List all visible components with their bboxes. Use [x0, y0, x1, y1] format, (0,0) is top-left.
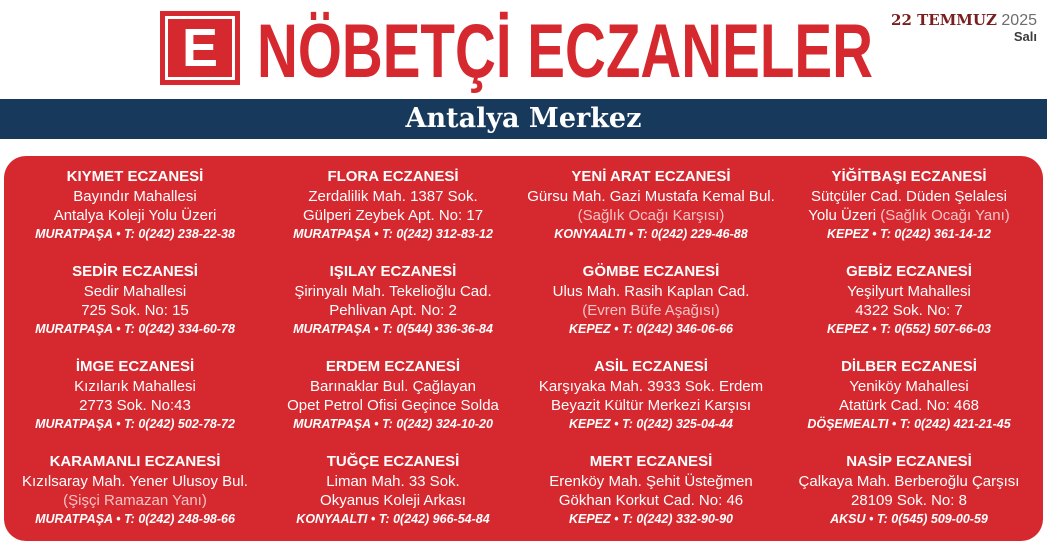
address-line [780, 472, 1038, 491]
pharmacy-card [264, 452, 522, 541]
separator-dot: • [614, 322, 619, 336]
pharmacy-name-row [780, 167, 1038, 187]
contact-line-content [827, 225, 991, 243]
phone-prefix: T: [880, 322, 891, 336]
pharmacy-name-row [522, 167, 780, 187]
address-line-content [310, 377, 476, 396]
pharmacy-name-row [6, 167, 264, 187]
pharmacy-name-row [780, 262, 1038, 282]
separator-dot: • [614, 512, 619, 526]
address-text: Sedir Mahallesi [83, 283, 187, 300]
address-line [522, 187, 780, 206]
pharmacy-name: İMGE ECZANESİ [75, 358, 195, 375]
address-text: Yolu Üzeri [808, 207, 877, 224]
address-text: Liman Mah. 33 Sok. [326, 473, 460, 490]
address-line [780, 301, 1038, 320]
pharmacy-card [780, 262, 1038, 357]
phone-number: 0(242) 502-78-72 [138, 417, 235, 431]
address-line-content [811, 187, 1007, 206]
phone-number: 0(242) 229-46-88 [651, 227, 748, 241]
phone-prefix: T: [123, 227, 135, 241]
date-block [891, 11, 1037, 44]
contact-line-content [807, 415, 1010, 433]
address-line-content [63, 491, 207, 510]
address-text: Okyanus Koleji Arkası [320, 492, 466, 509]
pharmacy-name: ERDEM ECZANESİ [325, 358, 461, 375]
address-line [522, 472, 780, 491]
phone-number: 0(242) 238-22-38 [138, 227, 235, 241]
phone-prefix: T: [622, 322, 633, 336]
address-note: (Şişçi Ramazan Yanı) [63, 492, 207, 509]
phone-number: 0(242) 325-04-44 [636, 417, 733, 431]
contact-line-content [293, 225, 493, 243]
address-text: Erenköy Mah. Şehit Üsteğmen [549, 473, 753, 490]
contact-line-content [35, 225, 235, 243]
date-day-month: 22 TEMMUZ [891, 11, 997, 29]
separator-dot: • [116, 227, 121, 241]
address-line-content [539, 377, 763, 396]
address-line [780, 491, 1038, 510]
pharmacy-name-row [264, 452, 522, 472]
region-title: Antalya Merkez [405, 103, 642, 134]
address-text: Barınaklar Bul. Çağlayan [310, 378, 476, 395]
address-line-content [81, 301, 189, 320]
address-line-content [22, 472, 248, 491]
address-text: Gülperi Zeybek Apt. No: 17 [302, 207, 484, 224]
address-line [264, 187, 522, 206]
pharmacy-name-row [264, 167, 522, 187]
address-line [522, 282, 780, 301]
contact-line-content [293, 415, 493, 433]
address-line-content [582, 301, 720, 320]
address-line-content [73, 187, 196, 206]
address-line [780, 206, 1038, 225]
pharmacy-card [780, 452, 1038, 541]
phone-number: 0(242) 334-60-78 [138, 322, 235, 336]
pharmacy-panel [4, 156, 1043, 541]
address-text: 2773 Sok. No:43 [79, 397, 191, 414]
pharmacy-name: IŞILAY ECZANESİ [329, 263, 457, 280]
address-line-content [847, 282, 971, 301]
address-line-content [559, 491, 743, 510]
contact-line [264, 225, 522, 243]
phone-prefix: T: [899, 417, 911, 431]
address-line [264, 472, 522, 491]
date-line [891, 11, 1037, 30]
district-name: MURATPAŞA [35, 417, 113, 431]
contact-line [780, 415, 1038, 433]
pharmacy-name: TUĞÇE ECZANESİ [326, 453, 460, 470]
separator-dot: • [374, 322, 379, 336]
address-text: Gürsu Mah. Gazi Mustafa Kemal Bul. [527, 188, 775, 205]
phone-number: 0(242) 324-10-20 [396, 417, 493, 431]
date-weekday: Salı [1013, 29, 1037, 44]
contact-line-content [827, 320, 991, 338]
address-line [6, 396, 264, 415]
title-container [257, 0, 881, 96]
region-band [0, 99, 1047, 139]
address-line-content [294, 282, 491, 301]
separator-dot: • [891, 417, 897, 431]
pharmacy-card [522, 357, 780, 452]
pharmacy-card [780, 357, 1038, 452]
address-line-content [855, 301, 963, 320]
pharmacy-name-row [6, 452, 264, 472]
contact-line-content [293, 320, 493, 338]
pharmacy-e-logo-icon [160, 11, 240, 85]
phone-number: 0(242) 966-54-84 [393, 512, 490, 526]
district-name: AKSU [830, 512, 866, 526]
separator-dot: • [872, 227, 877, 241]
address-line [264, 491, 522, 510]
address-text: Kızılsaray Mah. Yener Ulusoy Bul. [22, 473, 248, 490]
address-text: 725 Sok. No: 15 [81, 302, 189, 319]
phone-prefix: T: [880, 227, 891, 241]
contact-line [780, 510, 1038, 528]
address-line [6, 377, 264, 396]
district-name: MURATPAŞA [293, 417, 371, 431]
address-text: Karşıyaka Mah. 3933 Sok. Erdem [538, 378, 764, 395]
phone-prefix: T: [123, 417, 135, 431]
address-line [6, 187, 264, 206]
address-line [522, 377, 780, 396]
address-line [522, 301, 780, 320]
phone-number: 0(242) 332-90-90 [636, 512, 733, 526]
address-text: Gökhan Korkut Cad. No: 46 [558, 492, 744, 509]
pharmacy-card [6, 262, 264, 357]
address-line [264, 206, 522, 225]
contact-line [264, 320, 522, 338]
contact-line [780, 320, 1038, 338]
address-line [522, 396, 780, 415]
address-line-content [308, 187, 477, 206]
contact-line [6, 510, 264, 528]
pharmacy-card [522, 167, 780, 262]
contact-line [6, 225, 264, 243]
separator-dot: • [116, 417, 121, 431]
separator-dot: • [614, 417, 619, 431]
district-name: KEPEZ [826, 322, 869, 336]
district-name: MURATPAŞA [293, 322, 371, 336]
address-text: 4322 Sok. No: 7 [855, 302, 963, 319]
district-name: MURATPAŞA [35, 322, 113, 336]
contact-line-content [569, 510, 733, 528]
pharmacy-card [264, 357, 522, 452]
contact-line [264, 415, 522, 433]
address-line-content [287, 396, 499, 415]
district-name: KEPEZ [568, 417, 611, 431]
address-line [6, 282, 264, 301]
address-line-content [54, 206, 217, 225]
pharmacy-name: MERT ECZANESİ [589, 453, 713, 470]
address-line [6, 206, 264, 225]
contact-line-content [35, 320, 235, 338]
pharmacy-name: KIYMET ECZANESİ [66, 168, 204, 185]
pharmacy-name-row [780, 452, 1038, 472]
phone-prefix: T: [378, 512, 390, 526]
address-line-content [551, 396, 751, 415]
district-name: KEPEZ [568, 322, 611, 336]
address-line [780, 396, 1038, 415]
address-text: Bayındır Mahallesi [73, 188, 197, 205]
district-name: KONYAALTI [554, 227, 626, 241]
contact-line-content [296, 510, 489, 528]
phone-prefix: T: [876, 512, 888, 526]
contact-line-content [569, 320, 733, 338]
address-line [780, 187, 1038, 206]
contact-line [6, 415, 264, 433]
address-text: Antalya Koleji Yolu Üzeri [53, 207, 217, 224]
district-name: MURATPAŞA [35, 227, 113, 241]
logo-letter: E [181, 18, 219, 78]
pharmacy-name: DİLBER ECZANESİ [841, 358, 977, 375]
pharmacy-name-row [264, 262, 522, 282]
pharmacy-card [522, 262, 780, 357]
pharmacy-name-row [264, 357, 522, 377]
address-text: Opet Petrol Ofisi Geçince Solda [287, 397, 499, 414]
address-line [522, 206, 780, 225]
contact-line-content [35, 415, 235, 433]
address-note: (Sağlık Ocağı Yanı) [880, 207, 1010, 224]
address-line-content [851, 491, 967, 510]
address-line-content [808, 206, 1010, 225]
separator-dot: • [374, 417, 379, 431]
pharmacy-card [6, 452, 264, 541]
phone-number: 0(242) 421-21-45 [914, 417, 1011, 431]
separator-dot: • [628, 227, 634, 241]
district-name: KONYAALTI [296, 512, 368, 526]
pharmacy-name: GEBİZ ECZANESİ [846, 263, 972, 280]
district-name: KEPEZ [568, 512, 611, 526]
separator-dot: • [374, 227, 379, 241]
separator-dot: • [116, 512, 121, 526]
pharmacy-name-row [6, 262, 264, 282]
phone-number: 0(545) 509-00-59 [891, 512, 988, 526]
phone-number: 0(552) 507-66-03 [894, 322, 991, 336]
address-line [6, 491, 264, 510]
pharmacy-name-row [522, 357, 780, 377]
address-text: Beyazit Kültür Merkezi Karşısı [550, 397, 752, 414]
contact-line-content [35, 510, 235, 528]
address-text: Atatürk Cad. No: 468 [838, 397, 980, 414]
phone-prefix: T: [622, 512, 633, 526]
pharmacy-name: YİĞİTBAŞI ECZANESİ [831, 168, 987, 185]
contact-line-content [554, 225, 747, 243]
phone-number: 0(242) 312-83-12 [396, 227, 493, 241]
pharmacy-name: GÖMBE ECZANESİ [582, 263, 720, 280]
address-line-content [799, 472, 1020, 491]
contact-line [522, 415, 780, 433]
pharmacy-name: KARAMANLI ECZANESİ [49, 453, 221, 470]
address-line-content [527, 187, 775, 206]
pharmacy-grid [6, 167, 1043, 541]
address-text: Çalkaya Mah. Berberoğlu Çarşısı [798, 473, 1020, 490]
address-text: Ulus Mah. Rasih Kaplan Cad. [552, 283, 750, 300]
address-line-content [329, 301, 457, 320]
address-note: (Evren Büfe Aşağısı) [582, 302, 720, 319]
contact-line-content [830, 510, 988, 528]
contact-line [780, 225, 1038, 243]
phone-prefix: T: [381, 227, 393, 241]
address-note: (Sağlık Ocağı Karşısı) [577, 207, 725, 224]
address-text: Şirinyalı Mah. Tekelioğlu Cad. [294, 283, 492, 300]
separator-dot: • [869, 512, 874, 526]
address-line-content [849, 377, 969, 396]
address-line [264, 396, 522, 415]
contact-line [6, 320, 264, 338]
contact-line [522, 510, 780, 528]
separator-dot: • [116, 322, 121, 336]
pharmacy-card [6, 167, 264, 262]
address-line [264, 282, 522, 301]
pharmacy-name: ASİL ECZANESİ [594, 358, 708, 375]
phone-number: 0(242) 248-98-66 [138, 512, 235, 526]
address-text: Pehlivan Apt. No: 2 [329, 302, 457, 319]
district-name: DÖŞEMEALTI [807, 417, 889, 431]
address-line-content [303, 206, 483, 225]
separator-dot: • [872, 322, 877, 336]
address-line-content [320, 491, 466, 510]
phone-prefix: T: [381, 322, 393, 336]
address-line [264, 301, 522, 320]
contact-line [522, 225, 780, 243]
phone-number: 0(544) 336-36-84 [396, 322, 493, 336]
pharmacy-name-row [6, 357, 264, 377]
address-line-content [79, 396, 191, 415]
pharmacy-name: NASİP ECZANESİ [846, 453, 972, 470]
district-name: MURATPAŞA [293, 227, 371, 241]
address-line-content [326, 472, 459, 491]
district-name: KEPEZ [826, 227, 869, 241]
address-text: Sütçüler Cad. Düden Şelalesi [811, 188, 1007, 205]
address-line [264, 377, 522, 396]
phone-prefix: T: [381, 417, 393, 431]
pharmacy-name: SEDİR ECZANESİ [72, 263, 198, 280]
page-title: NÖBETÇİ ECZANELER [257, 9, 873, 94]
pharmacy-card [780, 167, 1038, 262]
separator-dot: • [370, 512, 376, 526]
address-line [6, 301, 264, 320]
address-line [780, 377, 1038, 396]
address-line-content [553, 282, 750, 301]
address-line-content [578, 206, 725, 225]
address-line [522, 491, 780, 510]
pharmacy-card [264, 167, 522, 262]
address-text: Kızılarık Mahallesi [74, 378, 196, 395]
address-text: Zerdalilik Mah. 1387 Sok. [308, 188, 478, 205]
address-line-content [549, 472, 752, 491]
district-name: MURATPAŞA [35, 512, 113, 526]
address-line-content [839, 396, 979, 415]
phone-prefix: T: [636, 227, 648, 241]
address-text: Yeşilyurt Mahallesi [847, 283, 971, 300]
pharmacy-name: FLORA ECZANESİ [327, 168, 459, 185]
pharmacy-name-row [522, 262, 780, 282]
phone-prefix: T: [123, 512, 135, 526]
address-line [780, 282, 1038, 301]
address-text: 28109 Sok. No: 8 [851, 492, 967, 509]
pharmacy-card [6, 357, 264, 452]
contact-line-content [569, 415, 733, 433]
pharmacy-card [522, 452, 780, 541]
phone-prefix: T: [622, 417, 633, 431]
contact-line [522, 320, 780, 338]
phone-number: 0(242) 361-14-12 [894, 227, 991, 241]
address-text: Yeniköy Mahallesi [849, 378, 969, 395]
phone-number: 0(242) 346-06-66 [636, 322, 733, 336]
address-line-content [74, 377, 196, 396]
pharmacy-name-row [522, 452, 780, 472]
date-year: 2025 [1001, 12, 1037, 29]
pharmacy-name: YENİ ARAT ECZANESİ [571, 168, 731, 185]
pharmacy-card [264, 262, 522, 357]
address-line-content [84, 282, 187, 301]
phone-prefix: T: [123, 322, 135, 336]
pharmacy-name-row [780, 357, 1038, 377]
address-line [6, 472, 264, 491]
contact-line [264, 510, 522, 528]
